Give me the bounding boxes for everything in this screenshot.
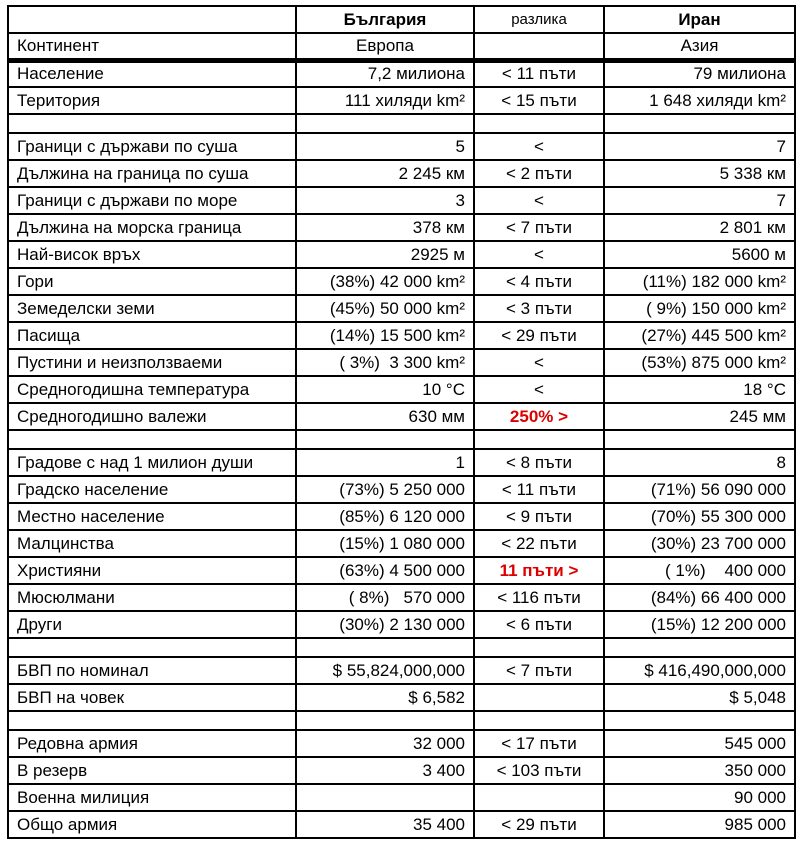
row-label: Граници с държави по суша bbox=[8, 133, 296, 160]
bulgaria-value: (30%) 2 130 000 bbox=[296, 611, 474, 638]
row-label: Мюсюлмани bbox=[8, 584, 296, 611]
bulgaria-value: 3 400 bbox=[296, 757, 474, 784]
difference-value: < 3 пъти bbox=[474, 295, 604, 322]
table-row bbox=[8, 503, 795, 530]
iran-value: 18 °C bbox=[604, 376, 795, 403]
difference-value: < 11 пъти bbox=[474, 60, 604, 87]
table-row bbox=[8, 160, 795, 187]
row-label: Местно население bbox=[8, 503, 296, 530]
table-row bbox=[8, 214, 795, 241]
difference-value: < 116 пъти bbox=[474, 584, 604, 611]
continent-bulgaria: Европа bbox=[296, 33, 474, 60]
table-row bbox=[8, 557, 795, 584]
bulgaria-value bbox=[296, 711, 474, 730]
row-label: Пасища bbox=[8, 322, 296, 349]
iran-value bbox=[604, 430, 795, 449]
difference-value: < 29 пъти bbox=[474, 322, 604, 349]
bulgaria-value: 630 мм bbox=[296, 403, 474, 430]
row-label: Дължина на морска граница bbox=[8, 214, 296, 241]
header-row bbox=[8, 6, 795, 33]
iran-value: (71%) 56 090 000 bbox=[604, 476, 795, 503]
iran-value: 7 bbox=[604, 133, 795, 160]
row-label: Военна милиция bbox=[8, 784, 296, 811]
iran-value: 545 000 bbox=[604, 730, 795, 757]
bulgaria-value: 3 bbox=[296, 187, 474, 214]
iran-value: (27%) 445 500 km² bbox=[604, 322, 795, 349]
row-label: Градове с над 1 милион души bbox=[8, 449, 296, 476]
table-row bbox=[8, 730, 795, 757]
row-label: Християни bbox=[8, 557, 296, 584]
iran-value: (15%) 12 200 000 bbox=[604, 611, 795, 638]
difference-value: < 2 пъти bbox=[474, 160, 604, 187]
table-row bbox=[8, 376, 795, 403]
bulgaria-value: 35 400 bbox=[296, 811, 474, 838]
row-label: БВП по номинал bbox=[8, 657, 296, 684]
row-label: Други bbox=[8, 611, 296, 638]
difference-value bbox=[474, 114, 604, 133]
iran-value: 985 000 bbox=[604, 811, 795, 838]
table-row bbox=[8, 60, 795, 87]
difference-value: < 29 пъти bbox=[474, 811, 604, 838]
row-label: Земеделски земи bbox=[8, 295, 296, 322]
continent-diff bbox=[474, 33, 604, 60]
bulgaria-value: (14%) 15 500 km² bbox=[296, 322, 474, 349]
bulgaria-value: $ 6,582 bbox=[296, 684, 474, 711]
difference-value: < 6 пъти bbox=[474, 611, 604, 638]
bulgaria-value: $ 55,824,000,000 bbox=[296, 657, 474, 684]
bulgaria-value: 5 bbox=[296, 133, 474, 160]
row-label: Дължина на граница по суша bbox=[8, 160, 296, 187]
table-row bbox=[8, 349, 795, 376]
bulgaria-value: (73%) 5 250 000 bbox=[296, 476, 474, 503]
table-row bbox=[8, 684, 795, 711]
bulgaria-value: (63%) 4 500 000 bbox=[296, 557, 474, 584]
row-label: БВП на човек bbox=[8, 684, 296, 711]
difference-value: < 9 пъти bbox=[474, 503, 604, 530]
iran-value: 350 000 bbox=[604, 757, 795, 784]
difference-value: < bbox=[474, 349, 604, 376]
row-label: Територия bbox=[8, 87, 296, 114]
table-row bbox=[8, 584, 795, 611]
difference-value bbox=[474, 430, 604, 449]
difference-value bbox=[474, 684, 604, 711]
difference-value: < 15 пъти bbox=[474, 87, 604, 114]
row-label: Гори bbox=[8, 268, 296, 295]
difference-value: 11 пъти > bbox=[474, 557, 604, 584]
difference-value: < 4 пъти bbox=[474, 268, 604, 295]
header-difference: разлика bbox=[474, 6, 604, 33]
bulgaria-value: 10 °C bbox=[296, 376, 474, 403]
bulgaria-value: (38%) 42 000 km² bbox=[296, 268, 474, 295]
spacer-row bbox=[8, 430, 795, 449]
row-label: Пустини и неизползваеми bbox=[8, 349, 296, 376]
header-bulgaria: България bbox=[296, 6, 474, 33]
iran-value: (53%) 875 000 km² bbox=[604, 349, 795, 376]
table-row bbox=[8, 757, 795, 784]
iran-value: 7 bbox=[604, 187, 795, 214]
difference-value: < bbox=[474, 241, 604, 268]
iran-value: (11%) 182 000 km² bbox=[604, 268, 795, 295]
table-row bbox=[8, 187, 795, 214]
row-label: Редовна армия bbox=[8, 730, 296, 757]
bulgaria-value bbox=[296, 430, 474, 449]
table-body bbox=[8, 60, 795, 838]
difference-value bbox=[474, 638, 604, 657]
table-row bbox=[8, 322, 795, 349]
bulgaria-value bbox=[296, 638, 474, 657]
difference-value: < 8 пъти bbox=[474, 449, 604, 476]
difference-value: < 22 пъти bbox=[474, 530, 604, 557]
iran-value: 8 bbox=[604, 449, 795, 476]
bulgaria-value: (85%) 6 120 000 bbox=[296, 503, 474, 530]
iran-value: 245 мм bbox=[604, 403, 795, 430]
table-row bbox=[8, 268, 795, 295]
table-row bbox=[8, 476, 795, 503]
bulgaria-value: (45%) 50 000 km² bbox=[296, 295, 474, 322]
difference-value: < bbox=[474, 133, 604, 160]
bulgaria-value: 1 bbox=[296, 449, 474, 476]
iran-value: (30%) 23 700 000 bbox=[604, 530, 795, 557]
iran-value: 1 648 хиляди km² bbox=[604, 87, 795, 114]
difference-value: < 11 пъти bbox=[474, 476, 604, 503]
continent-label: Континент bbox=[8, 33, 296, 60]
row-label bbox=[8, 638, 296, 657]
row-label bbox=[8, 430, 296, 449]
spacer-row bbox=[8, 638, 795, 657]
table-row bbox=[8, 87, 795, 114]
iran-value bbox=[604, 638, 795, 657]
table-row bbox=[8, 530, 795, 557]
difference-value: < 103 пъти bbox=[474, 757, 604, 784]
iran-value: 5600 м bbox=[604, 241, 795, 268]
difference-value: < 7 пъти bbox=[474, 657, 604, 684]
table-row bbox=[8, 241, 795, 268]
row-label: Малцинства bbox=[8, 530, 296, 557]
bulgaria-value: 111 хиляди km² bbox=[296, 87, 474, 114]
table-row bbox=[8, 611, 795, 638]
table-row bbox=[8, 784, 795, 811]
bulgaria-value: 2925 м bbox=[296, 241, 474, 268]
table-row bbox=[8, 133, 795, 160]
iran-value bbox=[604, 711, 795, 730]
difference-value bbox=[474, 711, 604, 730]
iran-value: $ 5,048 bbox=[604, 684, 795, 711]
header-iran: Иран bbox=[604, 6, 795, 33]
iran-value: 90 000 bbox=[604, 784, 795, 811]
difference-value: < bbox=[474, 187, 604, 214]
table-row bbox=[8, 403, 795, 430]
bulgaria-value: 32 000 bbox=[296, 730, 474, 757]
difference-value: < 7 пъти bbox=[474, 214, 604, 241]
bulgaria-value: (15%) 1 080 000 bbox=[296, 530, 474, 557]
row-label: Общо армия bbox=[8, 811, 296, 838]
continent-row bbox=[8, 33, 795, 60]
row-label: Средногодишно валежи bbox=[8, 403, 296, 430]
bulgaria-value bbox=[296, 114, 474, 133]
row-label bbox=[8, 114, 296, 133]
bulgaria-value: 7,2 милиона bbox=[296, 60, 474, 87]
table-row bbox=[8, 657, 795, 684]
iran-value: 5 338 км bbox=[604, 160, 795, 187]
spacer-row bbox=[8, 711, 795, 730]
bulgaria-value: 378 км bbox=[296, 214, 474, 241]
bulgaria-value bbox=[296, 784, 474, 811]
iran-value: ( 9%) 150 000 km² bbox=[604, 295, 795, 322]
iran-value bbox=[604, 114, 795, 133]
header-corner-cell bbox=[8, 6, 296, 33]
row-label: Градско население bbox=[8, 476, 296, 503]
comparison-table bbox=[7, 5, 796, 839]
difference-value: < bbox=[474, 376, 604, 403]
iran-value: ( 1%) 400 000 bbox=[604, 557, 795, 584]
iran-value: (70%) 55 300 000 bbox=[604, 503, 795, 530]
row-label: Най-висок връх bbox=[8, 241, 296, 268]
bulgaria-value: ( 8%) 570 000 bbox=[296, 584, 474, 611]
difference-value: 250% > bbox=[474, 403, 604, 430]
table-row bbox=[8, 295, 795, 322]
continent-iran: Азия bbox=[604, 33, 795, 60]
iran-value: $ 416,490,000,000 bbox=[604, 657, 795, 684]
iran-value: 79 милиона bbox=[604, 60, 795, 87]
table-row bbox=[8, 811, 795, 838]
difference-value: < 17 пъти bbox=[474, 730, 604, 757]
iran-value: (84%) 66 400 000 bbox=[604, 584, 795, 611]
bulgaria-value: 2 245 км bbox=[296, 160, 474, 187]
row-label: Население bbox=[8, 60, 296, 87]
bulgaria-value: ( 3%) 3 300 km² bbox=[296, 349, 474, 376]
row-label bbox=[8, 711, 296, 730]
table-row bbox=[8, 449, 795, 476]
row-label: Граници с държави по море bbox=[8, 187, 296, 214]
iran-value: 2 801 км bbox=[604, 214, 795, 241]
spacer-row bbox=[8, 114, 795, 133]
difference-value bbox=[474, 784, 604, 811]
row-label: Средногодишна температура bbox=[8, 376, 296, 403]
row-label: В резерв bbox=[8, 757, 296, 784]
